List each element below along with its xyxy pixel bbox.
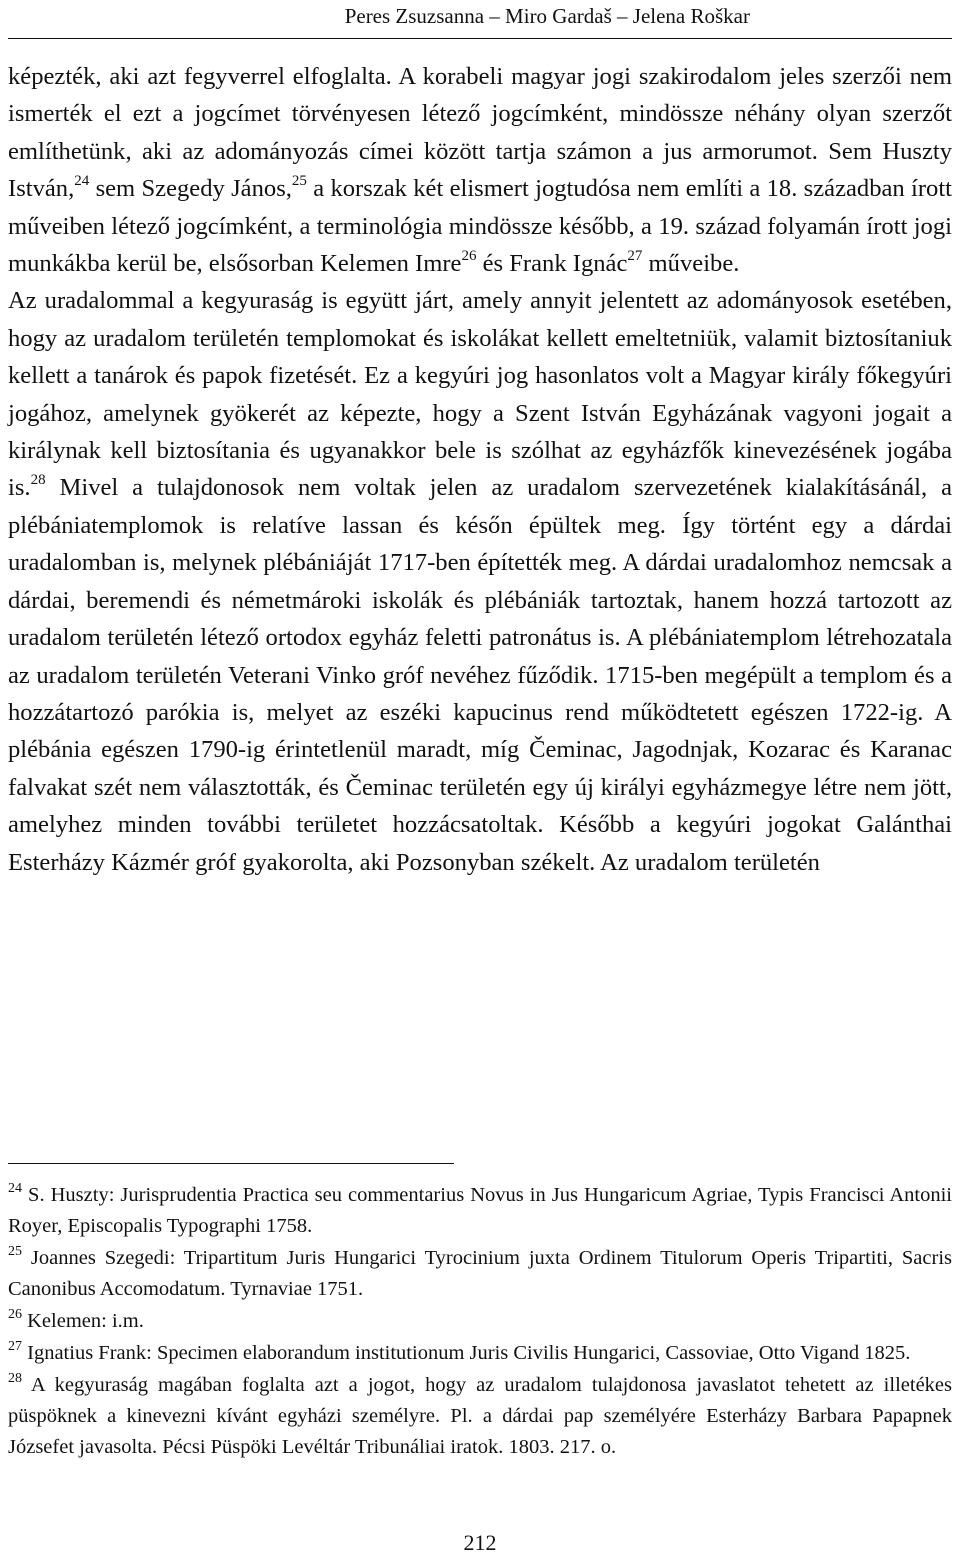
footnote-number: 24 [8,1181,22,1196]
text-segment: és Frank Ignác [476,250,628,278]
footnote-number: 27 [8,1339,22,1354]
footnote-ref-26[interactable]: 26 [461,248,477,265]
text-segment: képezték, aki azt fegyverrel elfoglalta. A korabeli magyar jogi szakirodalom jeles szerzői nem ismerték el ezt a jogcímet törvényesen létező jogcímként, mindössze néhány olyan szerzőt említhetünk, aki az adományozás címei között tartja számon a jus armorumot. Sem Huszty István, [8,63,952,203]
text-segment: Mivel a tulajdonosok nem voltak jelen az uradalom szervezetének kialakításánál, a plébániatemplomok is relatíve lassan és későn épültek meg. Így történt egy a dárdai uradalomban is, melynek plébániáját 1717-ben építették meg. A dárdai uradalomhoz nemcsak a dárdai, beremendi és németmároki iskolák és plébániák tartoztak, hanem hozzá tartozott az uradalom területén létező ortodox egyház feletti patronátus is. A plébániatemplom létrehozatala az uradalom területén Veterani Vinko gróf nevéhez fűződik. 1715-ben megépült a templom és a hozzátartozó parókia is, melyet az eszéki kapucinus rend működtetett egészen 1722-ig. A plébánia egészen 1790-ig érintetlenül maradt, míg Čeminac, Jagodnjak, Kozarac és Karanac falvakat szét nem választották, és Čeminac területén egy új királyi egyházmegye létre nem jött, amelyhez minden további területet hozzácsatoltak. Később a kegyúri jogokat Galánthai Esterházy Kázmér gróf gyakorolta, aki Pozsonyban székelt. Az uradalom területén [8,474,952,876]
body-text [8,58,952,881]
page-number: 212 [463,1530,497,1555]
footnote-number: 28 [8,1371,22,1386]
text-segment: Az uradalommal a kegyuraság is együtt járt, amely annyit jelentett az adományosok esetében, hogy az uradalom területén templomokat és iskolákat kellett emeltetniük, valamit biztosítaniuk kellett a tanárok és papok fizetését. Ez a kegyúri jog hasonlatos volt a Magyar király főkegyúri jogához, amelynek gyökerét az képezte, hogy a Szent István Egyházának vagyoni jogait a királynak kell biztosítania és ugyanakkor bele is szólhat az egyházfők kinevezésének jogába is. [8,287,952,502]
header-rule [8,38,952,39]
running-header: Peres Zsuzsanna – Miro Gardaš – Jelena Roškar [344,4,750,28]
footnote-text: Joannes Szegedi: Tripartitum Juris Hungarici Tyrocinium juxta Ordinem Titulorum Operis Tripartiti, Sacris Canonibus Accomodatum. Tyrnaviae 1751. [8,1247,952,1300]
text-segment: a korszak két elismert jogtudósa nem említi a 18. században írott műveiben létező jogcímként, a terminológia mindössze később, a 19. század folyamán írott jogi munkákba kerül be, elsősorban Kelemen Imre [8,175,952,278]
footnote-25 [8,1243,952,1305]
footnote-text: A kegyuraság magában foglalta azt a jogot, hogy az uradalom tulajdonosa javaslatot tehetett az illetékes püspöknek a kinevezni kívánt egyházi személyre. Pl. a dárdai pap személyére Esterházy Barbara Papapnek Józsefet javasolta. Pécsi Püspöki Levéltár Tribunáliai iratok. 1803. 217. o. [8,1374,952,1458]
footnote-text: Ignatius Frank: Specimen elaborandum institutionum Juris Civilis Hungarici, Cassoviae, Otto Vigand 1825. [22,1342,911,1364]
paragraph-1 [8,58,952,282]
footnote-text: S. Huszty: Jurisprudentia Practica seu commentarius Novus in Jus Hungaricum Agriae, Typis Francisci Antonii Royer, Episcopalis Typographi 1758. [8,1184,952,1237]
paragraph-2 [8,282,952,881]
footnotes [8,1180,952,1464]
footnote-28 [8,1370,952,1463]
footnote-ref-25[interactable]: 25 [291,173,307,190]
text-segment: sem Szegedy János, [89,175,292,203]
footnote-ref-24[interactable]: 24 [74,173,90,190]
footnote-ref-28[interactable]: 28 [30,472,46,489]
footnote-text: Kelemen: i.m. [22,1310,144,1332]
footnote-26 [8,1306,952,1337]
text-segment: műveibe. [642,250,740,278]
footnote-separator [8,1163,454,1164]
footnote-number: 26 [8,1307,22,1322]
footnote-ref-27[interactable]: 27 [627,248,643,265]
footnote-24 [8,1180,952,1242]
footnote-number: 25 [8,1244,22,1259]
footnote-27 [8,1338,952,1369]
